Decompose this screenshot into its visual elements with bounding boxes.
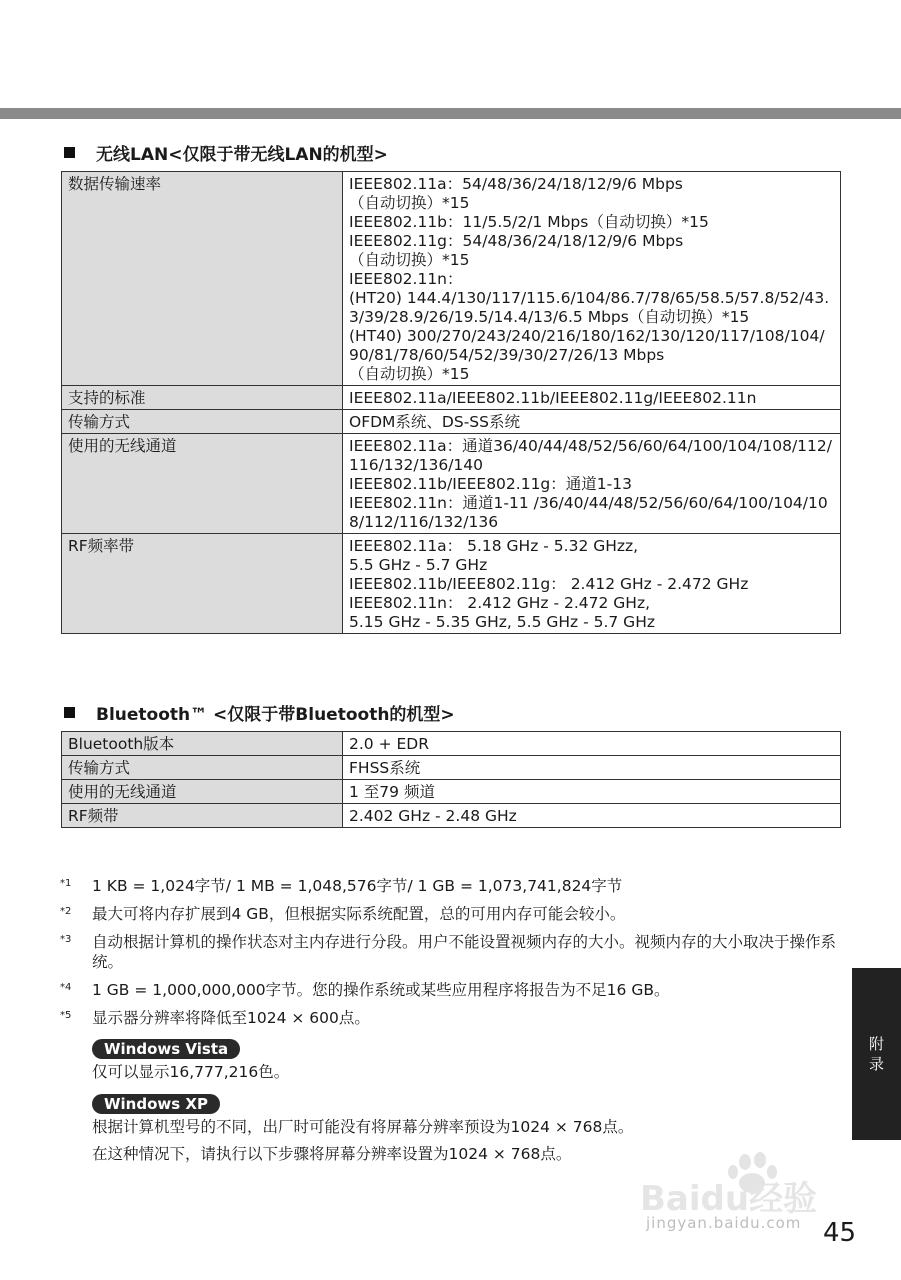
appendix-side-tab: [852, 968, 901, 1140]
footnote: [60, 904, 840, 924]
row-label: 传输方式: [62, 756, 343, 780]
value-line: IEEE802.11g：54/48/36/24/18/12/9/6 Mbps: [349, 232, 684, 250]
value-line: IEEE802.11b/IEEE802.11g：通道1-13: [349, 475, 632, 493]
row-value: [343, 434, 841, 534]
row-label: 使用的无线通道: [62, 780, 343, 804]
footnote-mark: *1: [60, 878, 72, 889]
table-row: [62, 410, 841, 434]
row-label: 数据传输速率: [62, 172, 343, 386]
footnote-text: 自动根据计算机的操作状态对主内存进行分段。用户不能设置视频内存的大小。视频内存的大小取决于操作系统。: [92, 933, 837, 971]
value-line: （自动切换）*15: [349, 365, 470, 383]
value-line: (HT20) 144.4/130/117/115.6/104/86.7/78/65/58.5/57.8/52/43.3/39/28.9/26/19.5/14.4/13/6.5 Mbps（自动切换）*15: [349, 289, 830, 326]
value-line: IEEE802.11a/IEEE802.11b/IEEE802.11g/IEEE802.11n: [349, 389, 757, 407]
footnote-text: 1 KB = 1,024字节/ 1 MB = 1,048,576字节/ 1 GB = 1,073,741,824字节: [92, 877, 623, 895]
row-label: Bluetooth版本: [62, 732, 343, 756]
value-line: IEEE802.11b：11/5.5/2/1 Mbps（自动切换）*15: [349, 213, 709, 231]
footnote: [60, 932, 840, 972]
watermark-brand: Baidu经验: [640, 1179, 818, 1219]
row-value: [343, 172, 841, 386]
footnote-mark: *5: [60, 1010, 72, 1021]
footnote: [60, 1008, 840, 1028]
footnote-mark: *4: [60, 982, 72, 993]
value-line: (HT40) 300/270/243/240/216/180/162/130/120/117/108/104/90/81/78/60/54/52/39/30/27/26/13 Mbps: [349, 327, 825, 364]
square-bullet-icon: [64, 707, 75, 718]
side-tab-char: 附: [868, 1035, 884, 1053]
value-line: IEEE802.11a：通道36/40/44/48/52/56/60/64/100/104/108/112/116/132/136/140: [349, 437, 832, 474]
wlan-title-text: 无线LAN<仅限于带无线LAN的机型>: [96, 145, 388, 165]
value-line: OFDM系统、DS-SS系统: [349, 413, 520, 431]
table-row: [62, 534, 841, 634]
vista-note: 仅可以显示16,777,216色。: [92, 1063, 290, 1081]
bluetooth-title-text: Bluetooth™ <仅限于带Bluetooth的机型>: [96, 705, 455, 725]
value-line: IEEE802.11n： 2.412 GHz - 2.472 GHz,: [349, 594, 651, 612]
bluetooth-section-title: [64, 700, 455, 725]
windows-vista-badge: Windows Vista: [92, 1039, 240, 1059]
footnotes: [60, 876, 840, 1036]
table-row: [62, 386, 841, 410]
windows-xp-badge: Windows XP: [92, 1094, 220, 1114]
row-label: RF频率带: [62, 534, 343, 634]
table-row: [62, 434, 841, 534]
row-label: 传输方式: [62, 410, 343, 434]
side-tab-char: 录: [868, 1055, 884, 1073]
footnote-mark: *3: [60, 934, 72, 945]
row-value: [343, 386, 841, 410]
xp-note-line2: 在这种情况下，请执行以下步骤将屏幕分辨率设置为1024 × 768点。: [92, 1145, 572, 1163]
row-label: 使用的无线通道: [62, 434, 343, 534]
table-row: [62, 780, 841, 804]
footnote: [60, 980, 840, 1000]
footnote-mark: *2: [60, 906, 72, 917]
value-line: IEEE802.11n：通道1-11 /36/40/44/48/52/56/60/64/100/104/108/112/116/132/136: [349, 494, 828, 531]
footnote-text: 显示器分辨率将降低至1024 × 600点。: [92, 1009, 370, 1027]
value-line: IEEE802.11b/IEEE802.11g： 2.412 GHz - 2.472 GHz: [349, 575, 749, 593]
row-value: 1 至79 频道: [343, 780, 841, 804]
value-line: 5.5 GHz - 5.7 GHz: [349, 556, 488, 574]
row-value: FHSS系统: [343, 756, 841, 780]
footnote-text: 1 GB = 1,000,000,000字节。您的操作系统或某些应用程序将报告为不足16 GB。: [92, 981, 670, 999]
xp-note-line1: 根据计算机型号的不同，出厂时可能没有将屏幕分辨率预设为1024 × 768点。: [92, 1118, 634, 1136]
row-label: 支持的标准: [62, 386, 343, 410]
wlan-spec-table: [61, 171, 841, 634]
value-line: （自动切换）*15: [349, 251, 470, 269]
square-bullet-icon: [64, 147, 75, 158]
row-label: RF频带: [62, 804, 343, 828]
watermark-url: jingyan.baidu.com: [646, 1214, 802, 1232]
top-gray-bar: [0, 108, 901, 119]
value-line: 5.15 GHz - 5.35 GHz, 5.5 GHz - 5.7 GHz: [349, 613, 655, 631]
page-number: 45: [823, 1218, 857, 1248]
row-value: [343, 410, 841, 434]
table-row: [62, 804, 841, 828]
table-row: [62, 172, 841, 386]
table-row: [62, 732, 841, 756]
row-value: 2.0 + EDR: [343, 732, 841, 756]
footnote: [60, 876, 840, 896]
value-line: IEEE802.11a： 5.18 GHz - 5.32 GHzz,: [349, 537, 639, 555]
row-value: [343, 534, 841, 634]
wlan-section-title: [64, 140, 388, 165]
footnote-text: 最大可将内存扩展到4 GB，但根据实际系统配置，总的可用内存可能会较小。: [92, 905, 626, 923]
bluetooth-spec-table: [61, 731, 841, 828]
row-value: 2.402 GHz - 2.48 GHz: [343, 804, 841, 828]
value-line: IEEE802.11n：: [349, 270, 463, 288]
value-line: （自动切换）*15: [349, 194, 470, 212]
value-line: IEEE802.11a：54/48/36/24/18/12/9/6 Mbps: [349, 175, 683, 193]
table-row: [62, 756, 841, 780]
